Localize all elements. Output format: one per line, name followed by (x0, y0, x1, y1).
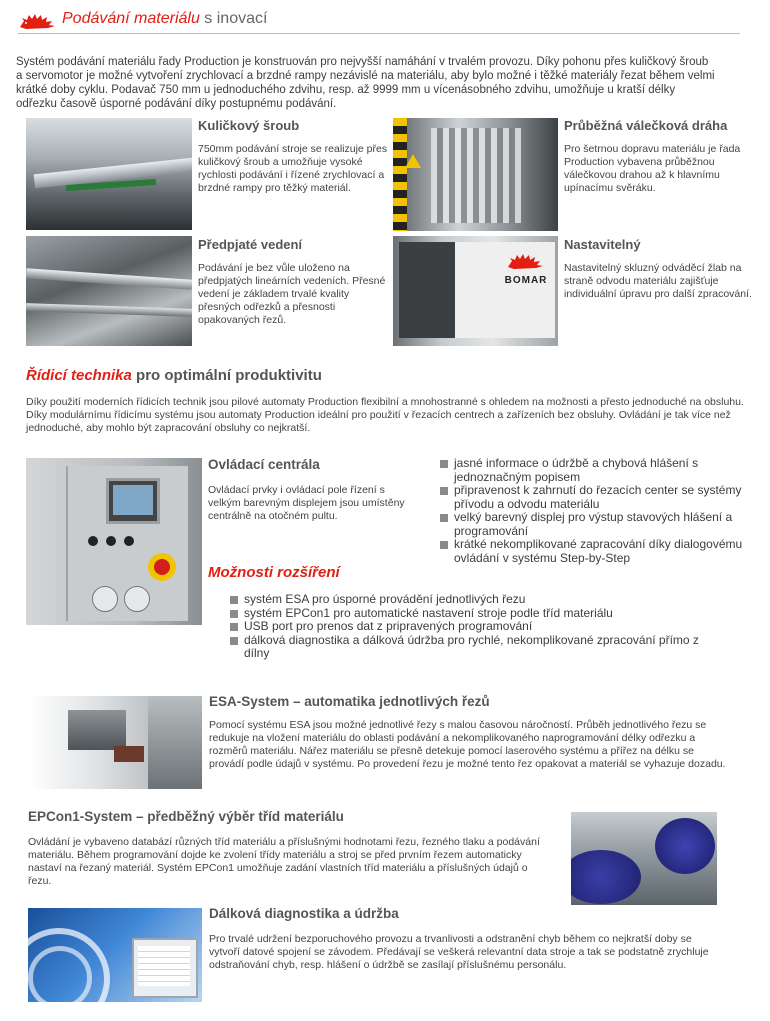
intro-text: Systém podávání materiálu řady Production je konstruován pro nejvyšší namáhání v trvalém provozu. Díky pohonu přes kuličkový šroub a servomotor je možné vytvoření zrychlovací a brzdné rampy nezávislé na materiálu, aby bylo možné i těžké materiály řezat během velmi krátké doby cyklu. Podavač 750 mm u jednoduchého zdvihu, resp. až 9999 mm u vícenásobného zdvihu, umožňuje u kratší délky odřezku časově úsporné podávání díky postupnému podávání. (16, 56, 715, 110)
square-bullet-icon (440, 541, 448, 549)
feature-text: Nastavitelný skluzný odváděcí žlab na straně odvodu materiálu zajišťuje individuální úpravu pro další zpracování. (564, 262, 752, 300)
header-rule (18, 33, 740, 34)
control-panel-title: Ovládací centrála (208, 457, 320, 472)
control-section-text: Díky použití moderních řídicích technik jsou pilové automaty Production flexibilní a mnohostranné s ohledem na možnosti a přesto jednoduché na obsluhu. Díky modulárnímu řídicímu systému jsou automaty Production ideální pro použití v řezacích centrech a zařízeních bez obsluhy. Ovládání je tak více než jednoduché, aby mohlo být zapracování obsluhy co nejkratší. (26, 396, 744, 434)
square-bullet-icon (230, 596, 238, 604)
feature-roller-conveyor (564, 118, 754, 195)
list-item: systém ESA pro úsporné provádění jednotlivých řezu (228, 593, 718, 607)
feature-title: Předpjaté vedení (198, 237, 303, 252)
bomar-logo (500, 252, 552, 286)
list-item: velký barevný displej pro výstup stavových hlášení a programování (438, 511, 754, 538)
remote-title: Dálková diagnostika a údržba (209, 906, 399, 921)
roller-conveyor-photo (393, 118, 558, 231)
epcon-title: EPCon1-System – předběžný výběr tříd materiálu (28, 809, 344, 824)
page-title-rest: s inovací (199, 10, 268, 27)
control-features-list (438, 457, 754, 565)
feature-title: Průběžná válečková dráha (564, 118, 728, 133)
bomar-dragon-icon (506, 252, 546, 270)
control-panel-text: Ovládací prvky i ovládací pole řízení s velkým barevným displejem jsou umístěny centrálně na otočném pultu. (208, 484, 405, 522)
square-bullet-icon (230, 610, 238, 618)
ball-screw-photo (26, 118, 192, 230)
list-item: systém EPCon1 pro automatické nastavení stroje podle tříd materiálu (228, 607, 718, 621)
square-bullet-icon (440, 487, 448, 495)
control-title-red: Řídicí technika (26, 367, 132, 384)
page-title (62, 10, 267, 28)
list-item: dálková diagnostika a dálková údržba pro rychlé, nekomplikované zpracování přímo z dílny (228, 634, 718, 661)
square-bullet-icon (230, 623, 238, 631)
control-title-rest: pro optimální produktivitu (131, 367, 322, 384)
header-logo-icon (18, 11, 58, 31)
steel-bars-photo (571, 812, 717, 905)
control-panel-photo (26, 458, 202, 625)
feature-ball-screw (198, 118, 394, 195)
remote-diagnostics-photo (28, 908, 202, 1002)
feature-adjustable (564, 237, 764, 301)
feature-text: Pro šetrnou dopravu materiálu je řada Production vybavena průběžnou válečkovou drahou až k hlavnímu upínacímu svěráku. (564, 143, 741, 194)
esa-photo (28, 696, 202, 789)
expansion-list (228, 593, 718, 661)
feature-title: Nastavitelný (564, 237, 641, 252)
remote-text: Pro trvalé udržení bezporuchového provozu a trvanlivosti a odstranění chyb během co nejkratší doby se vytvoří datové spojení se závodem. Předávají se veškerá relevantní data stroje a tak se podstatně zrychluje odstraňování chyb, resp. hlášení o údržbě se zasílají příslušnému personálu. (209, 933, 709, 971)
square-bullet-icon (230, 637, 238, 645)
esa-title: ESA-System – automatika jednotlivých řezů (209, 694, 490, 709)
feature-title: Kuličkový šroub (198, 118, 300, 133)
linear-guide-photo (26, 236, 192, 346)
square-bullet-icon (440, 460, 448, 468)
list-item: jasné informace o údržbě a chybová hlášení s jednoznačným popisem (438, 457, 754, 484)
feature-text: 750mm podávání stroje se realizuje přes kuličkový šroub a umožňuje vysoké rychlosti podávání i řízené zrychlovací a brzdné rampy pro těžký materiál. (198, 143, 388, 194)
list-item: krátké nekomplikované zapracování díky dialogovému ovládání v systému Step-by-Step (438, 538, 754, 565)
list-item: USB port pro prenos dat z pripravených programování (228, 620, 718, 634)
control-section-title (26, 367, 322, 384)
feature-text: Podávání je bez vůle uloženo na předpjatých lineárních vedeních. Přesné vedení je základem trvalé kvality přesných odřezků a přesnosti opakovaných řezů. (198, 262, 386, 326)
page-title-red: Podávání materiálu (62, 10, 200, 27)
epcon-block (28, 809, 548, 888)
remote-block (209, 906, 724, 972)
list-item: připravenost k zahrnutí do řezacích center se systémy přívodu a odvodu materiálu (438, 484, 754, 511)
esa-block (209, 694, 729, 771)
feature-linear-guide (198, 237, 394, 327)
square-bullet-icon (440, 514, 448, 522)
esa-text: Pomocí systému ESA jsou možné jednotlivé řezy s malou časovou náročností. Průběh jednotlivého řezu se redukuje na vložení materiálu do oblasti podávání a nekomplikovaného naprogramování délky odřezku a rozměrů materiálu. Nářez materiálu se přesně detekuje pomocí laserového systému a přířez na délku se provádí podle údajů v systému. Po provedení řezu je možné tento řez opakovat a materiál se vyhazuje dozadu. (209, 719, 726, 770)
control-panel-block (208, 457, 418, 523)
expansion-title: Možnosti rozšíření (208, 564, 340, 581)
epcon-text: Ovládání je vybaveno databází různých tříd materiálu a příslušnými hodnotami řezu, řezného tlaku a podávání materiálu. Během programování dojde ke zvolení třídy materiálu a stroj se před prvním řezem automaticky nastaví na řezaný materiál. Systém EPCon1 umožňuje zadání vlastních tříd materiálu a příslušných údajů o řezu. (28, 836, 540, 887)
bomar-logo-text: BOMAR (504, 275, 548, 286)
